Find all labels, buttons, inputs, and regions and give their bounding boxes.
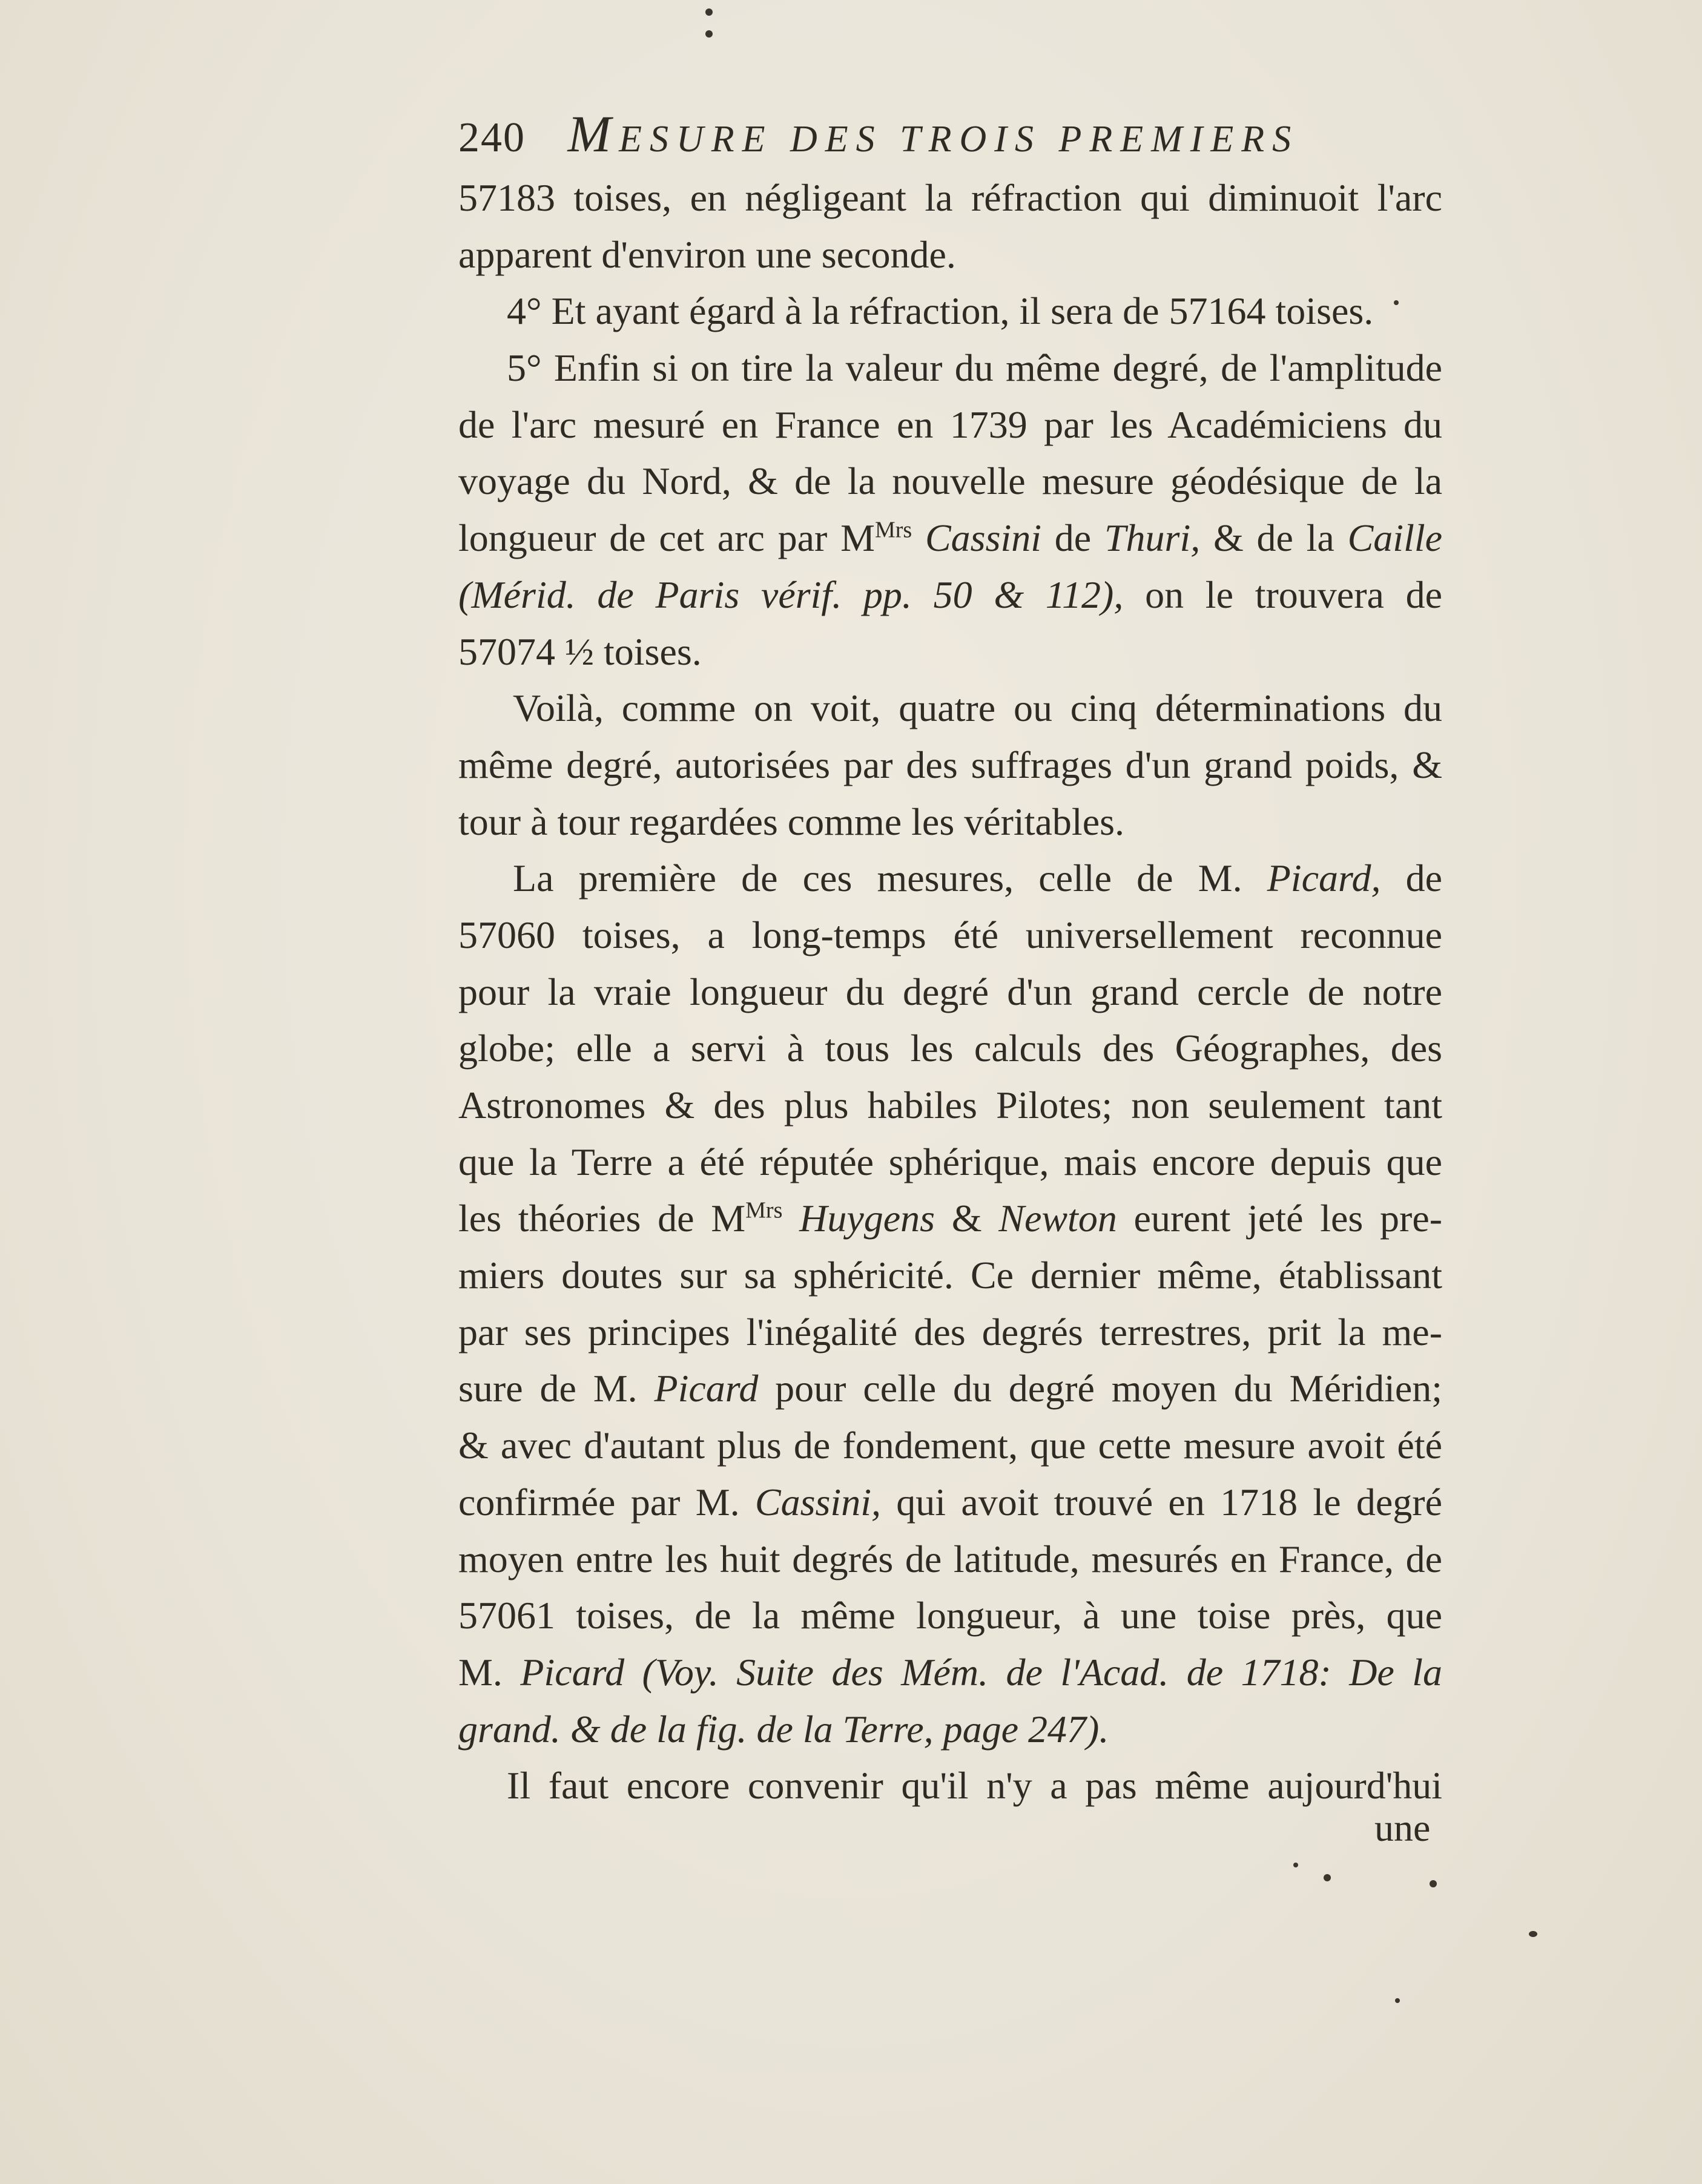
ink-speck [705, 8, 713, 16]
text-line: Astronomes & des plus habiles Pilotes; non seulement tant [458, 1084, 1442, 1127]
person-name: Newton [998, 1197, 1117, 1240]
citation-line: grand. & de la fig. de la Terre, page 247). [458, 1707, 1109, 1751]
text-run: confirmée par M. [458, 1480, 740, 1524]
running-title [567, 105, 1299, 163]
text-line: tour à tour regardées comme les véritables. [458, 800, 1124, 843]
text-line: & avec d'autant plus de fondement, que cette mesure avoit été [458, 1424, 1442, 1467]
ink-speck [1430, 1880, 1437, 1887]
running-head [458, 107, 1330, 161]
text-line: pour la vraie longueur du degré d'un grand cercle de notre [458, 970, 1442, 1013]
text-line [458, 1644, 1442, 1701]
person-name: Picard [654, 1367, 759, 1410]
text-line [458, 1190, 1442, 1247]
text-line [458, 850, 1442, 907]
ink-speck [705, 30, 713, 38]
text-line: 57061 toises, de la même longueur, à une toise près, que [458, 1594, 1442, 1637]
person-name: Huygens [799, 1197, 935, 1240]
person-name: Cassini, [754, 1480, 881, 1524]
text-run: on le trouvera de [1145, 573, 1443, 616]
text-line: Voilà, comme on voit, quatre ou cinq déterminations du [513, 686, 1442, 730]
text-run: les théories de [458, 1197, 694, 1240]
citation: (Mérid. de Paris vérif. pp. 50 & 112), [458, 573, 1124, 616]
text-line: de l'arc mesuré en France en 1739 par les Académiciens du [458, 403, 1442, 446]
running-title-rest: ESURE DES TROIS PREMIERS [619, 119, 1299, 160]
ink-speck [1529, 1931, 1537, 1937]
text-line [458, 510, 1442, 567]
text-line: 57183 toises, en négligeant la réfraction qui diminuoit l'arc [458, 176, 1442, 219]
ink-speck [1324, 1874, 1331, 1881]
text-line: voyage du Nord, & de la nouvelle mesure géodésique de la [458, 459, 1442, 503]
text-line: même degré, autorisées par des suffrages d'un grand poids, & [458, 743, 1442, 786]
text-line: Il faut encore convenir qu'il n'y a pas même aujourd'hui [507, 1764, 1442, 1807]
running-title-initial: M [567, 105, 619, 163]
person-name: Cassini [925, 516, 1042, 560]
superscript: Mrs [874, 517, 912, 543]
person-name: Picard, [1267, 857, 1381, 900]
text-line [458, 1360, 1442, 1417]
text-run: & [951, 1197, 982, 1240]
text-run: pour celle du degré moyen du Méridien; [775, 1367, 1443, 1410]
text-run: qui avoit trouvé en 1718 le degré [896, 1480, 1443, 1524]
text-line: miers doutes sur sa sphéricité. Ce dernier même, établissant [458, 1254, 1442, 1297]
text-line: 57074 ½ toises. [458, 630, 702, 673]
person-name: Caille [1347, 516, 1443, 560]
text-run: $M^{Mrs}$ [840, 516, 912, 560]
text-run: longueur de cet arc par [458, 516, 828, 560]
text-run: La première de ces mesures, celle de M. [513, 857, 1242, 900]
ink-speck [1394, 300, 1399, 305]
text-run: eurent jeté les pre- [1133, 1197, 1443, 1240]
text-run: $M^{Mrs}$ [711, 1197, 783, 1240]
text-run: sure de M. [458, 1367, 638, 1410]
text-line: 5° Enfin si on tire la valeur du même degré, de l'amplitude [507, 346, 1442, 390]
page-number: 240 [458, 114, 526, 161]
body-text [458, 169, 1442, 1814]
text-line: que la Terre a été réputée sphérique, mais encore depuis que [458, 1140, 1442, 1183]
text-line: par ses principes l'inégalité des degrés terrestres, prit la me- [458, 1310, 1442, 1353]
superscript: Mrs [745, 1198, 783, 1224]
text-run: de [1405, 857, 1443, 900]
ink-speck [1293, 1863, 1298, 1867]
text-line [458, 1474, 1442, 1531]
person-name: Thuri, [1104, 516, 1201, 560]
catchword: une [1374, 1806, 1431, 1849]
citation: Picard (Voy. Suite des Mém. de l'Acad. de 1718: De la [520, 1650, 1443, 1694]
text-run: M. [458, 1650, 503, 1694]
text-line: 57060 toises, a long-temps été universellement reconnue [458, 913, 1442, 956]
text-line: moyen entre les huit degrés de latitude, mesurés en France, de [458, 1537, 1442, 1580]
text-line: globe; elle a servi à tous les calculs des Géographes, des [458, 1027, 1442, 1070]
text-run: de [1054, 516, 1092, 560]
ink-speck [1395, 1998, 1400, 2003]
text-run: & de la [1213, 516, 1334, 560]
text-line: 4° Et ayant égard à la réfraction, il sera de 57164 toises. [507, 289, 1374, 333]
text-line [458, 567, 1442, 623]
text-line: apparent d'environ une seconde. [458, 232, 956, 276]
